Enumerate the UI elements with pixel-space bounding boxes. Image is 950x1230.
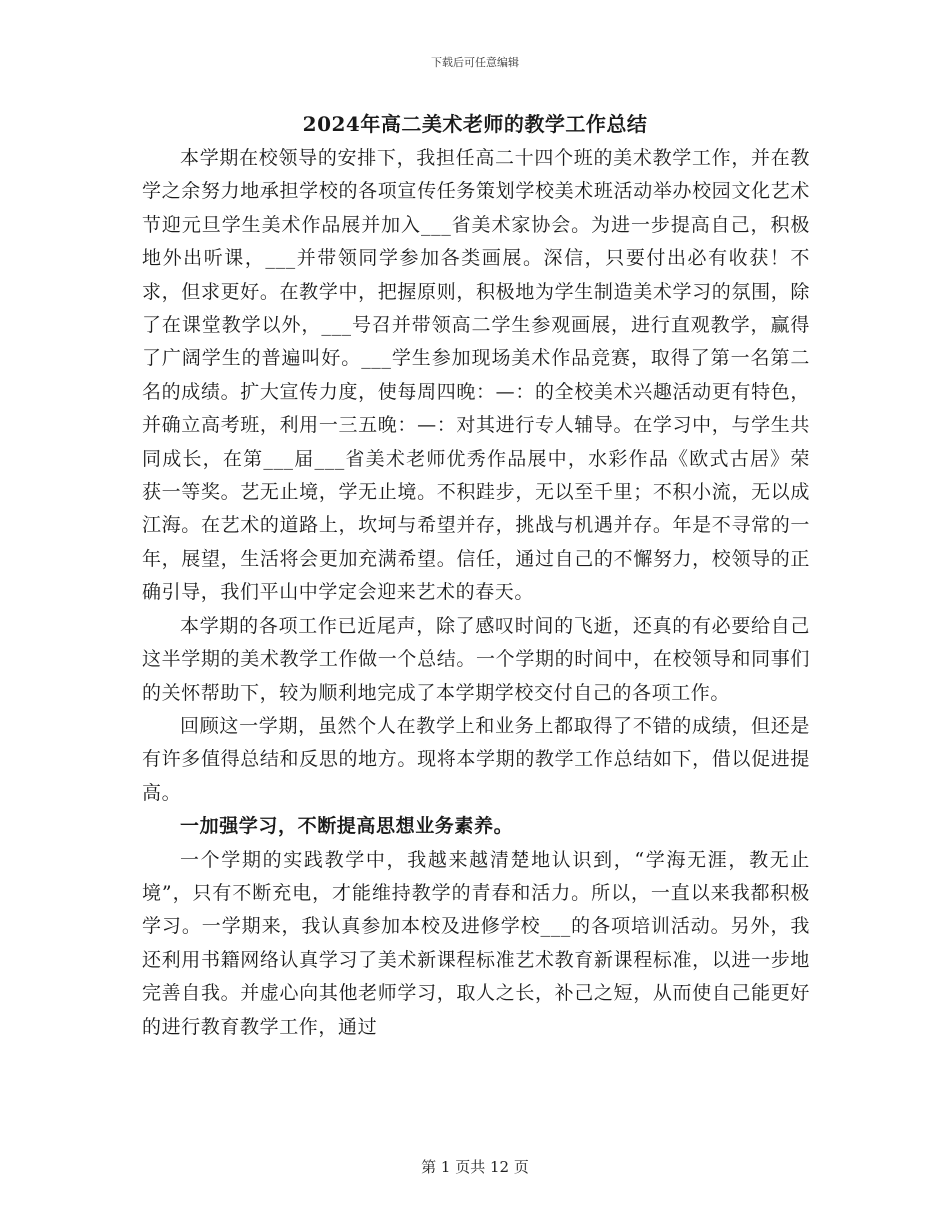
paragraph-3: 回顾这一学期，虽然个人在教学上和业务上都取得了不错的成绩，但还是有许多值得总结和反思的地方。现将本学期的教学工作总结如下，借以促进提高。	[142, 714, 810, 804]
section-heading: 一加强学习，不断提高思想业务素养。	[180, 815, 514, 838]
document-body	[142, 142, 810, 1044]
paragraph-1: 本学期在校领导的安排下，我担任高二十四个班的美术教学工作，并在教学之余努力地承担学校的各项宣传任务策划学校美术班活动举办校园文化艺术节迎元旦学生美术作品展并加入___省美术家协会。为进一步提高自己，积极地外出听课，___并带领同学参加各类画展。深信，只要付出必有收获！不求，但求更好。在教学中，把握原则，积极地为学生制造美术学习的氛围，除了在课堂教学以外，___号召并带领高二学生参观画展，进行直观教学，赢得了广阔学生的普遍叫好。___学生参加现场美术作品竞赛，取得了第一名第二名的成绩。扩大宣传力度，使每周四晚：—：的全校美术兴趣活动更有特色，并确立高考班，利用一三五晚：—：对其进行专人辅导。在学习中，与学生共同成长，在第___届___省美术老师优秀作品展中，水彩作品《欧式古居》荣获一等奖。艺无止境，学无止境。不积跬步，无以至千里；不积小流，无以成江海。在艺术的道路上，坎坷与希望并存，挑战与机遇并存。年是不寻常的一年，展望，生活将会更加充满希望。信任，通过自己的不懈努力，校领导的正确引导，我们平山中学定会迎来艺术的春天。	[142, 147, 810, 604]
section-paragraph: 一个学期的实践教学中，我越来越清楚地认识到，“学海无涯，教无止境”，只有不断充电，才能维持教学的青春和活力。所以，一直以来我都积极学习。一学期来，我认真参加本校及进修学校___的各项培训活动。另外，我还利用书籍网络认真学习了美术新课程标准艺术教育新课程标准，以进一步地完善自我。并虚心向其他老师学习，取人之长，补己之短，从而使自己能更好的进行教育教学工作，通过	[142, 848, 810, 1038]
page-header-note: 下载后可任意编辑	[431, 56, 519, 69]
document-title: 2024年高二美术老师的教学工作总结	[302, 112, 648, 136]
page-number-footer: 第 1 页共 12 页	[421, 1158, 529, 1176]
paragraph-2: 本学期的各项工作已近尾声，除了感叹时间的飞逝，还真的有必要给自己这半学期的美术教学工作做一个总结。一个学期的时间中，在校领导和同事们的关怀帮助下，较为顺利地完成了本学期学校交付自己的各项工作。	[142, 614, 810, 704]
